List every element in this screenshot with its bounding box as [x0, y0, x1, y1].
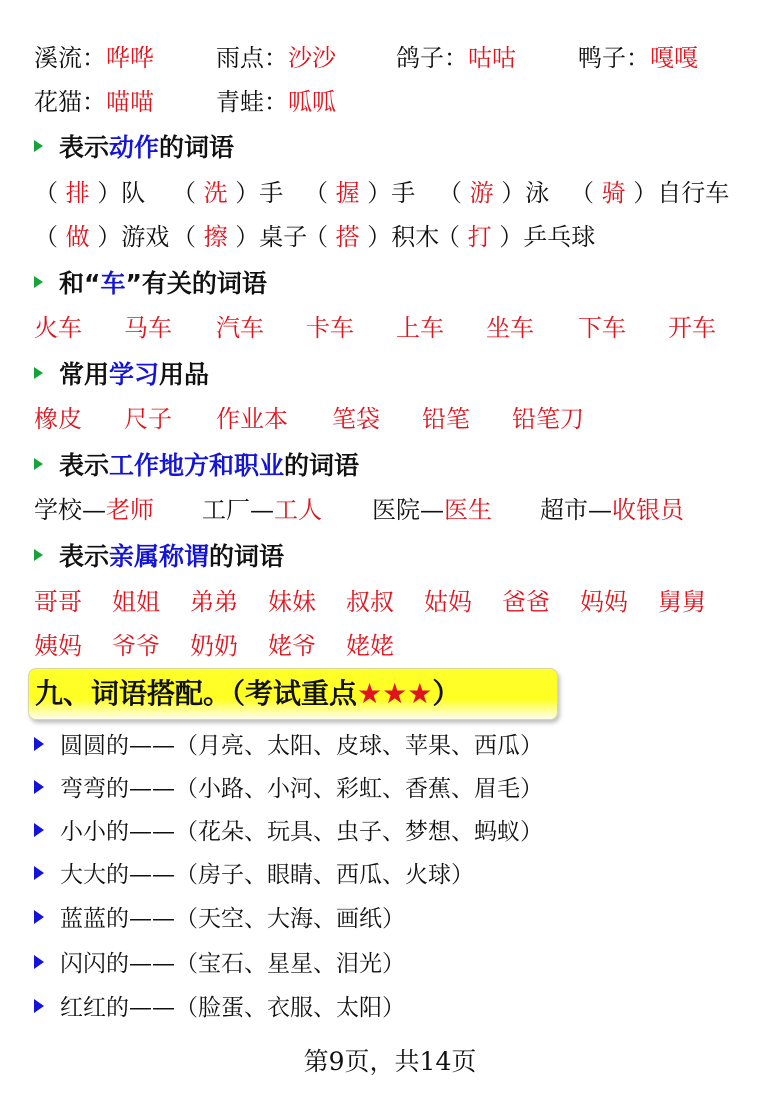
family-word: 爸爸: [502, 588, 550, 616]
heading-study: [34, 356, 209, 394]
collocation-options: （房子、眼睛、西瓜、火球）: [175, 862, 474, 888]
blue-triangle-bullet-icon: [34, 910, 44, 924]
heading-text: 用品: [159, 360, 210, 389]
heading-highlight: 亲属称谓: [109, 542, 210, 571]
action-word: （ 握 ）手: [304, 179, 416, 207]
blue-triangle-bullet-icon: [34, 737, 44, 751]
job-pair: 超市—收银员: [540, 496, 684, 524]
sound-word: 咕咕: [468, 44, 516, 72]
page-number: 第9页，共14页: [303, 1047, 477, 1076]
heading-family: [34, 538, 284, 576]
family-word: 舅舅: [658, 588, 706, 616]
collocation-head: 小小的——: [60, 819, 175, 845]
sound-pair: [34, 40, 154, 76]
sound-pair: [216, 40, 336, 76]
family-word: 哥哥: [34, 588, 82, 616]
heading-text: 常用: [59, 360, 110, 389]
action-verb: 骑: [601, 179, 626, 207]
che-word: 坐车: [486, 314, 534, 342]
job-title: 老师: [106, 496, 154, 524]
action-word: （ 洗 ）手: [172, 179, 284, 207]
study-word: 铅笔刀: [512, 405, 584, 433]
sound-pair: [34, 84, 154, 120]
sound-pair: [216, 84, 336, 120]
che-word: 火车: [34, 314, 82, 342]
sound-source: 雨点：: [216, 44, 288, 72]
sound-word: 喵喵: [106, 88, 154, 116]
green-triangle-bullet-icon: [34, 140, 43, 152]
action-noun: 泳: [525, 179, 550, 207]
action-noun: 手: [259, 179, 284, 207]
section-9-title-box: [28, 668, 558, 720]
star-rating-icon: ★★★: [357, 677, 433, 710]
study-word: 橡皮: [34, 405, 82, 433]
heading-highlight: 车: [100, 269, 126, 298]
blue-triangle-bullet-icon: [34, 866, 44, 880]
action-word: （ 搭 ）积木: [304, 223, 440, 251]
che-word: 卡车: [306, 314, 354, 342]
blue-triangle-bullet-icon: [34, 780, 44, 794]
che-word: 上车: [396, 314, 444, 342]
collocation-item: [34, 814, 543, 850]
collocation-item: [34, 728, 543, 764]
sound-pair: [396, 40, 516, 76]
action-noun: 游戏: [121, 223, 170, 251]
job-title: 收银员: [612, 496, 684, 524]
job-place: 医院: [372, 496, 420, 524]
heading-text: ”有关的词语: [125, 269, 267, 298]
collocation-head: 圆圆的——: [60, 733, 175, 759]
family-word: 姥爷: [268, 632, 316, 660]
action-verb: 擦: [203, 223, 228, 251]
study-word: 尺子: [124, 405, 172, 433]
section-title-close: ）: [432, 677, 461, 710]
heading-text: 的词语: [284, 451, 360, 480]
heading-text: 的词语: [209, 542, 285, 571]
sound-word: 嘎嘎: [650, 44, 698, 72]
job-title: 工人: [274, 496, 322, 524]
job-pair: 工厂—工人: [202, 496, 322, 524]
heading-actions: [34, 129, 234, 167]
study-word: 铅笔: [422, 405, 470, 433]
collocation-head: 蓝蓝的——: [60, 906, 175, 932]
heading-text: 和“: [59, 269, 101, 298]
job-title: 医生: [444, 496, 492, 524]
green-triangle-bullet-icon: [34, 549, 43, 561]
action-noun: 自行车: [657, 179, 730, 207]
section-title-text: 九、词语搭配。（考试重点: [35, 677, 358, 710]
green-triangle-bullet-icon: [34, 367, 43, 379]
family-word: 妹妹: [268, 588, 316, 616]
collocation-options: （脸蛋、衣服、太阳）: [175, 995, 405, 1021]
action-word: （ 做 ）游戏: [34, 223, 170, 251]
sound-pair: [578, 40, 698, 76]
family-word: 姑妈: [424, 588, 472, 616]
sound-word: 哗哗: [106, 44, 154, 72]
action-verb: 排: [65, 179, 90, 207]
action-word: （ 打 ）乒乓球: [436, 223, 596, 251]
study-word: 笔袋: [332, 405, 380, 433]
sound-source: 花猫：: [34, 88, 106, 116]
action-word: （ 骑 ）自行车: [570, 179, 730, 207]
sound-source: 青蛙：: [216, 88, 288, 116]
heading-text: 表示: [59, 542, 110, 571]
job-pair: 医院—医生: [372, 496, 492, 524]
collocation-item: [34, 901, 405, 937]
collocation-item: [34, 990, 405, 1026]
collocation-options: （宝石、星星、泪光）: [175, 951, 405, 977]
family-word: 叔叔: [346, 588, 394, 616]
family-word: 弟弟: [190, 588, 238, 616]
heading-highlight: 动作: [109, 133, 160, 162]
heading-highlight: 工作地方和职业: [109, 451, 285, 480]
family-word: 奶奶: [190, 632, 238, 660]
heading-text: 表示: [59, 451, 110, 480]
family-word: 姥姥: [346, 632, 394, 660]
blue-triangle-bullet-icon: [34, 999, 44, 1013]
action-verb: 洗: [203, 179, 228, 207]
action-verb: 搭: [335, 223, 360, 251]
family-word: 姨妈: [34, 632, 82, 660]
collocation-head: 闪闪的——: [60, 951, 175, 977]
collocation-item: [34, 946, 405, 982]
che-word: 马车: [124, 314, 172, 342]
action-word: （ 排 ）队: [34, 179, 146, 207]
collocation-options: （天空、大海、画纸）: [175, 906, 405, 932]
study-word: 作业本: [216, 405, 288, 433]
heading-highlight: 学习: [109, 360, 160, 389]
sound-source: 鸽子：: [396, 44, 468, 72]
family-word: 姐姐: [112, 588, 160, 616]
job-place: 学校: [34, 496, 82, 524]
blue-triangle-bullet-icon: [34, 955, 44, 969]
action-noun: 积木: [391, 223, 440, 251]
family-word: 妈妈: [580, 588, 628, 616]
job-pair: 学校—老师: [34, 496, 154, 524]
action-noun: 手: [391, 179, 416, 207]
action-verb: 握: [335, 179, 360, 207]
sound-word: 沙沙: [288, 44, 336, 72]
action-noun: 队: [121, 179, 146, 207]
heading-text: 的词语: [159, 133, 235, 162]
collocation-options: （月亮、太阳、皮球、苹果、西瓜）: [175, 733, 543, 759]
job-place: 超市: [540, 496, 588, 524]
sound-source: 鸭子：: [578, 44, 650, 72]
collocation-options: （花朵、玩具、虫子、梦想、蚂蚁）: [175, 819, 543, 845]
sound-source: 溪流：: [34, 44, 106, 72]
job-place: 工厂: [202, 496, 250, 524]
action-verb: 打: [467, 223, 492, 251]
action-word: （ 擦 ）桌子: [172, 223, 308, 251]
collocation-head: 红红的——: [60, 995, 175, 1021]
action-word: （ 游 ）泳: [438, 179, 550, 207]
collocation-options: （小路、小河、彩虹、香蕉、眉毛）: [175, 776, 543, 802]
collocation-item: [34, 857, 474, 893]
sound-word: 呱呱: [288, 88, 336, 116]
heading-jobs: [34, 447, 359, 485]
section-9-title: [35, 669, 460, 719]
green-triangle-bullet-icon: [34, 276, 43, 288]
blue-triangle-bullet-icon: [34, 823, 44, 837]
che-word: 开车: [668, 314, 716, 342]
action-verb: 游: [469, 179, 494, 207]
collocation-head: 大大的——: [60, 862, 175, 888]
action-verb: 做: [65, 223, 90, 251]
family-word: 爷爷: [112, 632, 160, 660]
collocation-item: [34, 771, 543, 807]
heading-che: [34, 265, 267, 303]
heading-text: 表示: [59, 133, 110, 162]
collocation-head: 弯弯的——: [60, 776, 175, 802]
action-noun: 乒乓球: [523, 223, 596, 251]
action-noun: 桌子: [259, 223, 308, 251]
green-triangle-bullet-icon: [34, 458, 43, 470]
che-word: 下车: [578, 314, 626, 342]
che-word: 汽车: [216, 314, 264, 342]
